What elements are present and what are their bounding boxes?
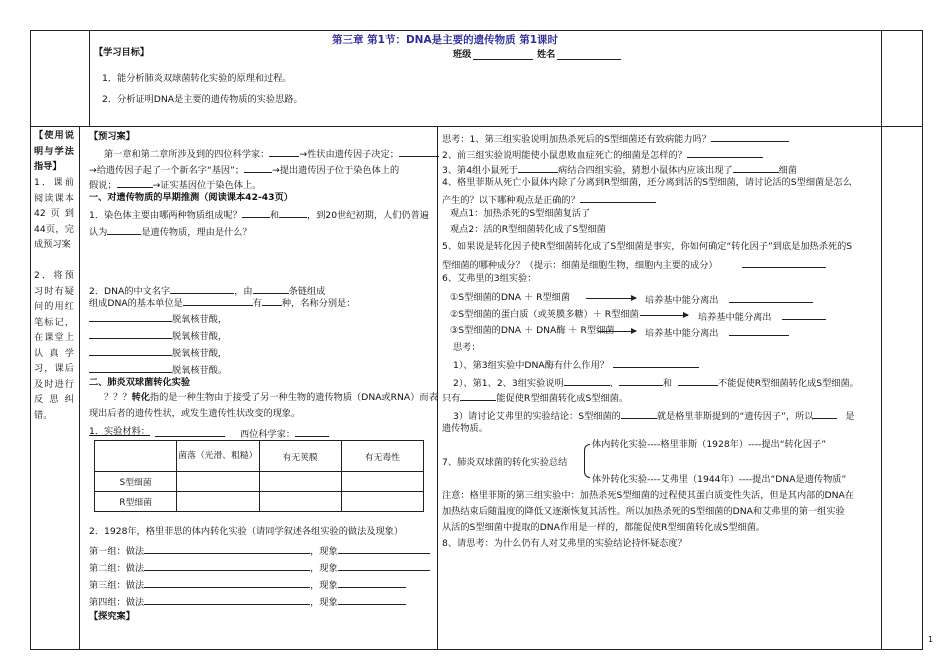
intro-1: 第一章和第二章所涉及到的四位科学家： bbox=[104, 149, 270, 160]
cell-r-virulence[interactable] bbox=[341, 492, 423, 512]
thinking-q8: 8、请思考：为什么仍有人对艾弗里的实验结论持怀疑态度？ bbox=[442, 538, 687, 549]
nucleotide-line-3 bbox=[89, 345, 227, 360]
intro-2: →给遗传因子起了一个新名字“基因”； bbox=[89, 165, 245, 176]
think-3-line-2: 遗传物质。 bbox=[442, 423, 488, 434]
thinking-q4-text-b: 产生的？以下哪种观点是正确的？ bbox=[442, 195, 580, 206]
intro-1b: →性状由遗传因子决定； bbox=[299, 149, 399, 160]
scientist-label: 西位科学家： bbox=[240, 429, 296, 440]
question-1-line-1 bbox=[89, 207, 429, 222]
blank-scientist-2[interactable] bbox=[399, 146, 439, 157]
q1-text-c: 认为 bbox=[89, 227, 108, 238]
blank-thinking-q1[interactable] bbox=[711, 131, 789, 142]
blank-think-2-a[interactable] bbox=[564, 375, 610, 386]
transform-marks: ？？？ bbox=[104, 392, 132, 403]
note-line-2: 加热结束后随温度的降低又逐渐恢复其活性。所以加热杀死的S型细菌的DNA和艾弗里的第一组实验 bbox=[442, 506, 845, 517]
think-3-c: 是 bbox=[845, 411, 855, 422]
blank-q2-c[interactable] bbox=[183, 295, 253, 306]
avery-exp-1-pre: ①S型细菌的DNA ＋ R型细菌 bbox=[450, 292, 571, 303]
q2-text-e: 有 bbox=[252, 298, 262, 309]
material-label: 1．实验材料： bbox=[89, 426, 150, 437]
section-1-heading: 一、对遗传物质的早期推测（阅读课本42-43页） bbox=[89, 192, 293, 203]
summary-in-vivo: 体内转化实验----格里菲斯（1928年）----提出“转化因子” bbox=[592, 439, 826, 450]
blank-scientist-3[interactable] bbox=[244, 162, 272, 173]
think-1 bbox=[453, 357, 699, 372]
think-3-b: 就是格里菲斯提到的“遗传因子”，所以 bbox=[656, 411, 814, 422]
table-header-empty bbox=[95, 441, 177, 472]
summary-in-vitro: 体外转化实验----艾弗里（1944年）----提出“DNA是遗传物质” bbox=[592, 474, 847, 485]
think-2-line-1 bbox=[453, 375, 859, 390]
thinking-q4-line-2 bbox=[442, 192, 656, 207]
thinking-q4-line-1: 4、格里菲斯从死亡小鼠体内除了分离到R型细菌，还分离到活的S型细菌，请讨论活的S型细菌是怎么 bbox=[442, 177, 852, 188]
thinking-q2 bbox=[442, 147, 763, 162]
nucleotide-line-1 bbox=[89, 311, 227, 326]
blank-avery-2[interactable] bbox=[782, 309, 826, 320]
cell-s-capsule[interactable] bbox=[259, 472, 341, 492]
intro-line-3 bbox=[89, 177, 261, 192]
thinking-q5-text-b: 型细菌的哪种成分？（提示：细菌是细胞生物，细胞内主要的成分） bbox=[442, 260, 718, 271]
section-2-heading: 二、肺炎双球菌转化实验 bbox=[89, 377, 191, 388]
blank-q2-a[interactable] bbox=[170, 283, 234, 294]
blank-think-2-b[interactable] bbox=[619, 375, 663, 386]
explore-heading: 【探究案】 bbox=[89, 611, 135, 622]
avery-exp-3-post: 培养基中能分离出 bbox=[645, 328, 719, 339]
blank-think-3-a[interactable] bbox=[621, 408, 657, 419]
view-1: 观点1：加热杀死的S型细菌复活了 bbox=[450, 208, 591, 219]
think-2-d: 不能促使R型细菌转化成S型细菌。 bbox=[718, 378, 859, 389]
q2-text-c: 条链组成 bbox=[288, 286, 326, 297]
avery-exp-3-arrow bbox=[598, 331, 636, 332]
page-number: 1 bbox=[928, 635, 934, 644]
blank-group-4-result[interactable] bbox=[338, 594, 406, 605]
sidebar-instruction-1: 1．课前阅读课本42页到44页，完成预习案 bbox=[34, 177, 74, 250]
think-2-b: 、 bbox=[609, 378, 619, 389]
page-title: 第三章 第1节：DNA是主要的遗传物质 第1课时 bbox=[332, 34, 559, 46]
blank-thinking-q5[interactable] bbox=[742, 257, 826, 268]
question-2-line-2 bbox=[89, 295, 355, 310]
sidebar-divider bbox=[79, 126, 80, 649]
think-label: 思考： bbox=[453, 342, 481, 353]
objective-1: 1．能分析肺炎双球菌转化实验的原理和过程。 bbox=[102, 73, 292, 84]
header-divider-left bbox=[89, 30, 90, 126]
think-3-line-1 bbox=[453, 408, 855, 423]
thinking-q5-line-1: 5、如果说是转化因子使R型细菌转化成了S型细菌是事实，你如何确定“转化因子”到底是加热杀死的S bbox=[442, 241, 853, 252]
group-1 bbox=[89, 543, 430, 558]
blank-nucleotide-2[interactable] bbox=[89, 328, 172, 339]
think-2-a: 2）、第1、2、3组实验说明 bbox=[453, 378, 564, 389]
objective-2: 2．分析证明DNA是主要的遗传物质的实验思路。 bbox=[102, 94, 303, 105]
avery-heading: 6、艾弗里的3组实验： bbox=[442, 273, 537, 284]
transform-definition-2: 现出后者的遗传性状，或发生遗传性状改变的现象。 bbox=[89, 408, 301, 419]
think-2-c: 和 bbox=[662, 378, 673, 389]
avery-exp-2-post: 培养基中能分离出 bbox=[698, 312, 772, 323]
nucleotide-label-4: 脱氧核苷酸。 bbox=[172, 365, 228, 376]
blank-thinking-q3-b[interactable] bbox=[733, 162, 779, 173]
intro-line-2 bbox=[89, 162, 399, 177]
blank-nucleotide-1[interactable] bbox=[89, 311, 172, 322]
nucleotide-line-2 bbox=[89, 328, 227, 343]
blank-group-3-result[interactable] bbox=[338, 577, 406, 588]
blank-nucleotide-3[interactable] bbox=[89, 345, 172, 356]
avery-exp-3-result bbox=[645, 325, 789, 340]
thinking-q3 bbox=[442, 162, 797, 177]
blank-q2-d[interactable] bbox=[262, 295, 282, 306]
cell-r-colony[interactable] bbox=[177, 492, 259, 512]
thinking-q5-line-2 bbox=[442, 257, 826, 272]
nucleotide-label-2: 脱氧核苷酸， bbox=[172, 331, 228, 342]
scientist-line bbox=[240, 426, 329, 441]
question-1-line-2 bbox=[89, 224, 252, 239]
blank-scientist-two[interactable] bbox=[295, 426, 329, 437]
blank-think-3-b[interactable] bbox=[813, 408, 837, 419]
thinking-q3-a: 3、第4组小鼠死于 bbox=[442, 165, 519, 176]
blank-think-2-c[interactable] bbox=[678, 375, 718, 386]
avery-exp-2-result bbox=[698, 309, 826, 324]
blank-scientist-1[interactable] bbox=[269, 146, 299, 157]
q1-text-b: ，到20世纪初期，人们仍普遍 bbox=[307, 210, 429, 221]
blank-thinking-q4[interactable] bbox=[580, 192, 656, 203]
thinking-q3-c: 细菌 bbox=[778, 165, 797, 176]
margin-divider-right bbox=[881, 30, 882, 649]
thinking-q1-text: 思考：1、第三组实验说明加热杀死后的S型细菌还有致病能力吗？ bbox=[442, 134, 711, 145]
header-bottom-line bbox=[30, 126, 922, 127]
group-2 bbox=[89, 560, 430, 575]
table-header-capsule: 有无荚膜 bbox=[259, 441, 341, 472]
blank-material[interactable] bbox=[155, 426, 225, 437]
q2-text-d: 组成DNA的基本单位是 bbox=[89, 298, 183, 309]
think-3-a: 3）请讨论艾弗里的实验结论：S型细菌的 bbox=[453, 411, 621, 422]
group-3-phenomenon: ，现象 bbox=[310, 580, 338, 591]
think-2-f: 能促使R型细菌转化成S型细菌。 bbox=[496, 393, 629, 404]
table-row-s: S型细菌 bbox=[95, 472, 177, 492]
avery-exp-1-post: 培养基中能分离出 bbox=[645, 295, 719, 306]
q2-text-b: ，由 bbox=[234, 286, 253, 297]
think-1-text: 1）、第3组实验中DNA酶有什么作用？ bbox=[453, 360, 609, 371]
sidebar-instruction-2: 2．将预习时有疑问的用红笔标记，在课堂上认真学习，课后及时进行反思纠错。 bbox=[34, 270, 74, 421]
avery-exp-1-result bbox=[645, 292, 813, 307]
column-divider bbox=[437, 126, 438, 649]
blank-avery-3[interactable] bbox=[729, 325, 789, 336]
blank-q1-a[interactable] bbox=[242, 207, 270, 218]
nucleotide-label-3: 脱氧核苷酸， bbox=[172, 348, 228, 359]
blank-q2-b[interactable] bbox=[253, 283, 289, 294]
blank-nucleotide-4[interactable] bbox=[89, 362, 172, 373]
preview-heading: 【预习案】 bbox=[89, 131, 135, 142]
experiment-intro: 2．1928年，格里菲思的体内转化实验（请同学叙述各组实验的做法及现象） bbox=[89, 526, 404, 537]
blank-thinking-q3-a[interactable] bbox=[518, 162, 558, 173]
q1-text: 1．染色体主要由哪两种物质组成呢？ bbox=[89, 210, 242, 221]
transform-definition-1 bbox=[104, 392, 438, 404]
avery-exp-3-pre: ③S型细菌的DNA ＋ DNA酶 ＋ R型细菌 bbox=[450, 325, 615, 336]
thinking-q7: 7、肺炎双球菌的转化实验总结 bbox=[442, 457, 568, 468]
group-1-phenomenon: ，现象 bbox=[310, 546, 338, 557]
nucleotide-label-1: 脱氧核苷酸， bbox=[172, 314, 228, 325]
blank-group-1-result[interactable] bbox=[338, 543, 430, 554]
think-2-e: 只有 bbox=[442, 393, 461, 404]
avery-exp-2-arrow bbox=[640, 315, 688, 316]
group-2-label: 第二组：做法 bbox=[89, 563, 145, 574]
blank-group-2-method[interactable] bbox=[144, 560, 310, 571]
table-header-colony: 菌落（光滑、粗糙） bbox=[177, 441, 259, 472]
intro-3b: →证实基因位于染色体上。 bbox=[152, 180, 262, 191]
blank-group-4-method[interactable] bbox=[144, 594, 310, 605]
blank-group-3-method[interactable] bbox=[144, 577, 310, 588]
view-2: 观点2：活的R型细菌转化成了S型细菌 bbox=[450, 224, 606, 235]
intro-line-1 bbox=[104, 146, 439, 161]
material-blank-line bbox=[155, 426, 225, 441]
name-blank[interactable] bbox=[557, 49, 621, 60]
blank-scientist-4[interactable] bbox=[117, 177, 153, 188]
nucleotide-line-4 bbox=[89, 362, 227, 377]
group-3 bbox=[89, 577, 406, 592]
thinking-q1 bbox=[442, 131, 789, 146]
think-2-line-2 bbox=[442, 390, 628, 405]
blank-thinking-q2[interactable] bbox=[687, 147, 763, 158]
q1-and: 和 bbox=[269, 210, 280, 221]
table-row-r: R型细菌 bbox=[95, 492, 177, 512]
transform-text: 指的是一种生物由于接受了另一种生物的遗传物质（DNA或RNA）而表 bbox=[149, 392, 438, 403]
group-3-label: 第三组：做法 bbox=[89, 580, 145, 591]
group-2-phenomenon: ，现象 bbox=[310, 563, 338, 574]
group-4-label: 第四组：做法 bbox=[89, 597, 145, 608]
blank-q1-b[interactable] bbox=[279, 207, 307, 218]
q2-text-a: 2．DNA的中文名字 bbox=[89, 286, 171, 297]
q2-text-f: 种，名称分别是： bbox=[281, 298, 356, 309]
transform-keyword: 转化 bbox=[131, 392, 150, 403]
name-label: 姓名 bbox=[537, 49, 556, 60]
intro-3: 假说； bbox=[89, 180, 117, 191]
blank-think-1[interactable] bbox=[613, 357, 699, 368]
cell-s-colony[interactable] bbox=[177, 472, 259, 492]
blank-avery-1[interactable] bbox=[729, 292, 813, 303]
blank-think-2-d[interactable] bbox=[460, 390, 496, 401]
blank-group-1-method[interactable] bbox=[144, 543, 310, 554]
avery-exp-1-arrow bbox=[586, 298, 636, 299]
cell-s-virulence[interactable] bbox=[341, 472, 423, 492]
note-line-1: 注意：格里菲斯的第三组实验中：加热杀死S型细菌的过程使其蛋白质变性失活，但是其内部的DNA在 bbox=[442, 490, 854, 501]
group-1-label: 第一组：做法 bbox=[89, 546, 145, 557]
avery-exp-2-pre: ②S型细菌的蛋白质（或荚膜多糖）＋ R型细菌 bbox=[450, 309, 639, 320]
class-blank[interactable] bbox=[473, 49, 533, 60]
note-line-3: 从活的S型细菌中提取的DNA作用是一样的，都能促使R型细菌转化成S型细菌。 bbox=[442, 522, 766, 533]
thinking-q2-text: 2、前三组实验说明能使小鼠患败血症死亡的细菌是怎样的？ bbox=[442, 150, 687, 161]
sidebar-heading: 【使用说明与学法指导】 bbox=[34, 130, 74, 172]
group-4 bbox=[89, 594, 406, 609]
material-table bbox=[94, 440, 424, 512]
group-4-phenomenon: ，现象 bbox=[310, 597, 338, 608]
summary-brace bbox=[584, 444, 590, 478]
table-header-virulence: 有无毒性 bbox=[341, 441, 423, 472]
blank-group-2-result[interactable] bbox=[338, 560, 430, 571]
blank-q1-c[interactable] bbox=[107, 224, 141, 235]
cell-r-capsule[interactable] bbox=[259, 492, 341, 512]
q1-text-d: 是遗传物质，理由是什么？ bbox=[141, 227, 252, 238]
objectives-heading: 【学习目标】 bbox=[94, 47, 150, 58]
intro-2b: →提出遗传因子位于染色体上的 bbox=[272, 165, 400, 176]
class-label: 班级 bbox=[453, 49, 472, 60]
thinking-q3-b: 病结合四组实验，猜想小鼠体内应该出现了 bbox=[558, 165, 733, 176]
